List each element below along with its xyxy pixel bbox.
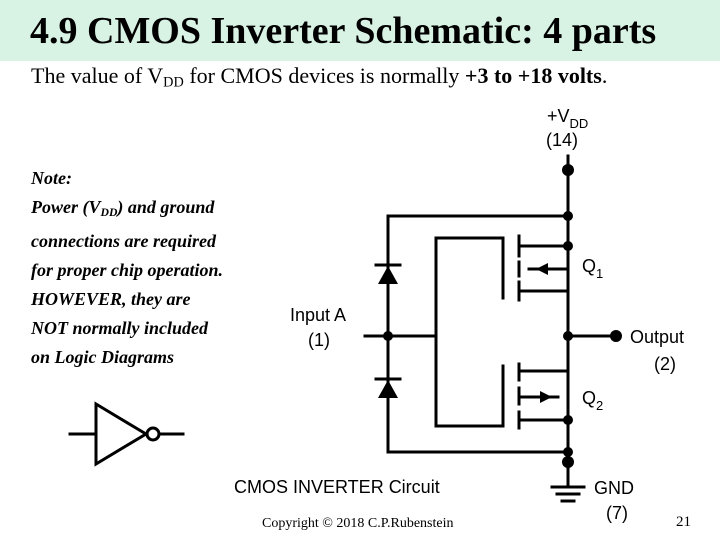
output-terminal-dot bbox=[610, 330, 622, 342]
q1-arrow bbox=[536, 263, 548, 275]
q2-arrow bbox=[540, 391, 552, 403]
slide-number: 21 bbox=[676, 514, 691, 530]
note-line-5: HOWEVER, they are bbox=[31, 288, 191, 309]
subtitle-pre: The value of V bbox=[31, 63, 164, 88]
note-heading: Note: bbox=[31, 168, 72, 188]
protection-diodes bbox=[376, 216, 400, 452]
note-line-4: for proper chip operation. bbox=[31, 259, 224, 280]
subtitle-voltage: +3 to +18 volts bbox=[464, 63, 602, 88]
q1-pmos-transistor bbox=[503, 216, 573, 300]
note-line-7: on Logic Diagrams bbox=[31, 346, 175, 367]
note-line-2-sub: DD bbox=[100, 205, 118, 219]
slide-title: 4.9 CMOS Inverter Schematic: 4 parts bbox=[30, 10, 657, 52]
note-line-6: NOT normally included bbox=[31, 317, 209, 338]
note-line-3: connections are required bbox=[31, 230, 217, 251]
subtitle-sub: DD bbox=[163, 74, 184, 91]
input-pin-label: (1) bbox=[308, 330, 330, 350]
subtitle-mid: for CMOS devices is normally bbox=[183, 63, 465, 88]
upper-diode bbox=[378, 266, 398, 284]
vdd-terminal-dot bbox=[562, 164, 574, 176]
not-gate-symbol bbox=[70, 404, 183, 464]
note-line-2-pre: Power (V bbox=[31, 197, 101, 217]
vdd-rail bbox=[388, 156, 574, 221]
q2-label: $Q_2$ bbox=[582, 388, 604, 413]
note-line-2-post: ) and ground bbox=[117, 197, 215, 217]
output-pin-label: (2) bbox=[654, 354, 676, 374]
input-label: Input A bbox=[290, 305, 347, 325]
copyright: Copyright © 2018 C.P.Rubenstein bbox=[262, 516, 454, 531]
q1-label: $Q_1$ bbox=[582, 256, 604, 281]
lower-diode bbox=[378, 380, 398, 398]
circuit-caption: CMOS INVERTER Circuit bbox=[234, 477, 440, 497]
gnd-label: GND bbox=[594, 478, 634, 498]
gnd-pin-label: (7) bbox=[606, 503, 628, 523]
output-label: Output bbox=[630, 327, 685, 347]
subtitle-end: . bbox=[601, 63, 608, 88]
q2-nmos-transistor bbox=[503, 364, 568, 428]
vdd-label: $+V_{DD}$ bbox=[547, 106, 589, 131]
output-node bbox=[563, 291, 622, 371]
vdd-pin-label: (14) bbox=[546, 130, 579, 150]
